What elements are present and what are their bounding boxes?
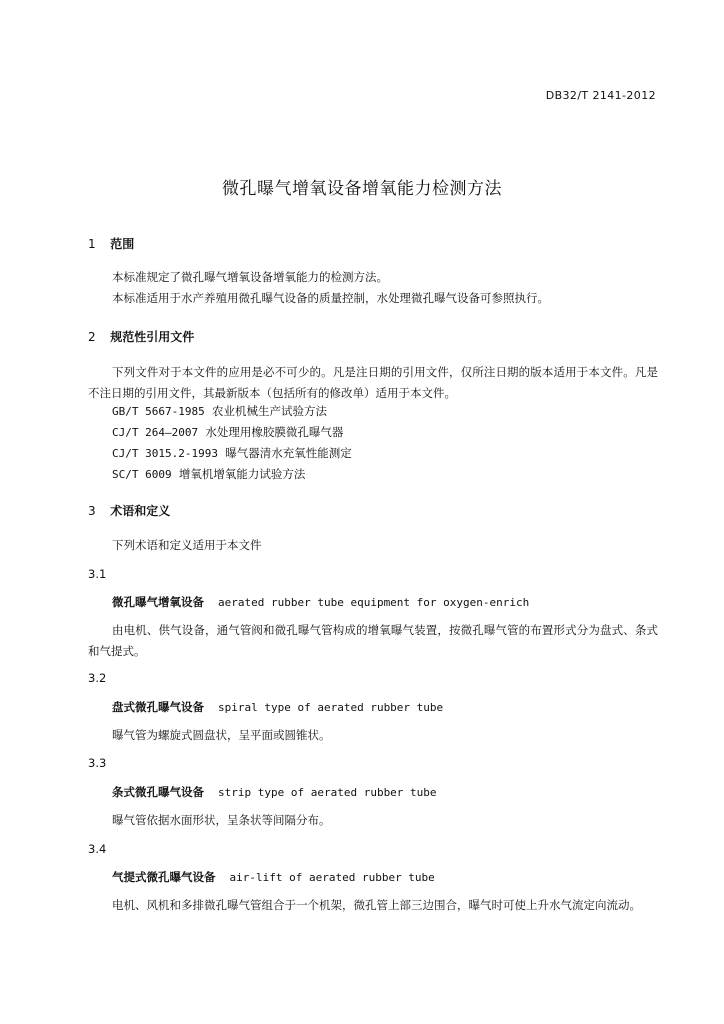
section-1-heading	[88, 235, 134, 252]
section-title: 术语和定义	[110, 504, 171, 518]
term-cn: 盘式微孔曝气设备	[112, 700, 204, 714]
reference-name: 水处理用橡胶膜微孔曝气器	[205, 425, 344, 439]
reference-name: 增氧机增氧能力试验方法	[178, 467, 306, 481]
term-cn: 条式微孔曝气设备	[112, 785, 204, 799]
term-definition: 由电机、供气设备，通气管阀和微孔曝气管构成的增氧曝气装置，按微孔曝气管的布置形式分为盘式、条式和气提式。	[88, 623, 658, 658]
document-title: 微孔曝气增氧设备增氧能力检测方法	[222, 179, 502, 199]
term-en: aerated rubber tube equipment for oxygen-enrich	[218, 596, 530, 609]
reference-item	[112, 465, 305, 484]
scope-line-1: 本标准规定了微孔曝气增氧设备增氧能力的检测方法。	[112, 270, 388, 284]
section-2-heading	[88, 328, 194, 345]
term-definition: 曝气管为螺旋式圆盘状，呈平面或圆锥状。	[112, 728, 331, 742]
term-cn: 微孔曝气增氧设备	[112, 595, 204, 609]
term-number: 3.3	[88, 756, 107, 770]
reference-name: 农业机械生产试验方法	[212, 404, 328, 418]
reference-item	[112, 444, 352, 463]
term-en: air-lift of aerated rubber tube	[229, 871, 435, 884]
term-heading	[112, 869, 435, 885]
reference-code: SC/T 6009	[112, 468, 172, 481]
term-en: strip type of aerated rubber tube	[218, 786, 437, 799]
term-en: spiral type of aerated rubber tube	[218, 701, 444, 714]
term-heading	[112, 699, 443, 715]
term-definition: 曝气管依据水面形状，呈条状等间隔分布。	[112, 813, 331, 827]
term-heading	[112, 784, 437, 800]
reference-name: 曝气器清水充氧性能测定	[225, 446, 352, 460]
term-heading	[112, 594, 529, 610]
term-number: 3.4	[88, 842, 107, 856]
section-3-heading	[88, 502, 170, 519]
reference-item	[112, 423, 343, 442]
references-intro: 下列文件对于本文件的应用是必不可少的。凡是注日期的引用文件，仅所注日期的版本适用于本文件。凡是不注日期的引用文件，其最新版本（包括所有的修改单）适用于本文件。	[88, 365, 658, 400]
reference-code: CJ/T 3015.2-1993	[112, 447, 218, 460]
term-number: 3.1	[88, 567, 107, 581]
scope-line-2: 本标准适用于水产养殖用微孔曝气设备的质量控制，水处理微孔曝气设备可参照执行。	[112, 291, 549, 305]
term-number: 3.2	[88, 671, 107, 685]
term-cn: 气提式微孔曝气设备	[112, 870, 216, 884]
reference-code: GB/T 5667-1985	[112, 405, 205, 418]
section-number: 1	[88, 237, 96, 251]
terms-intro: 下列术语和定义适用于本文件	[112, 538, 262, 552]
section-title: 范围	[110, 237, 135, 251]
term-definition: 电机、风机和多排微孔曝气管组合于一个机架，微孔管上部三边围合，曝气时可使上升水气流定向流动。	[112, 898, 641, 912]
reference-code: CJ/T 264—2007	[112, 426, 199, 439]
reference-item	[112, 402, 327, 421]
standard-code: DB32/T 2141-2012	[545, 89, 656, 102]
section-number: 2	[88, 330, 96, 344]
section-number: 3	[88, 504, 96, 518]
section-title: 规范性引用文件	[110, 330, 195, 344]
